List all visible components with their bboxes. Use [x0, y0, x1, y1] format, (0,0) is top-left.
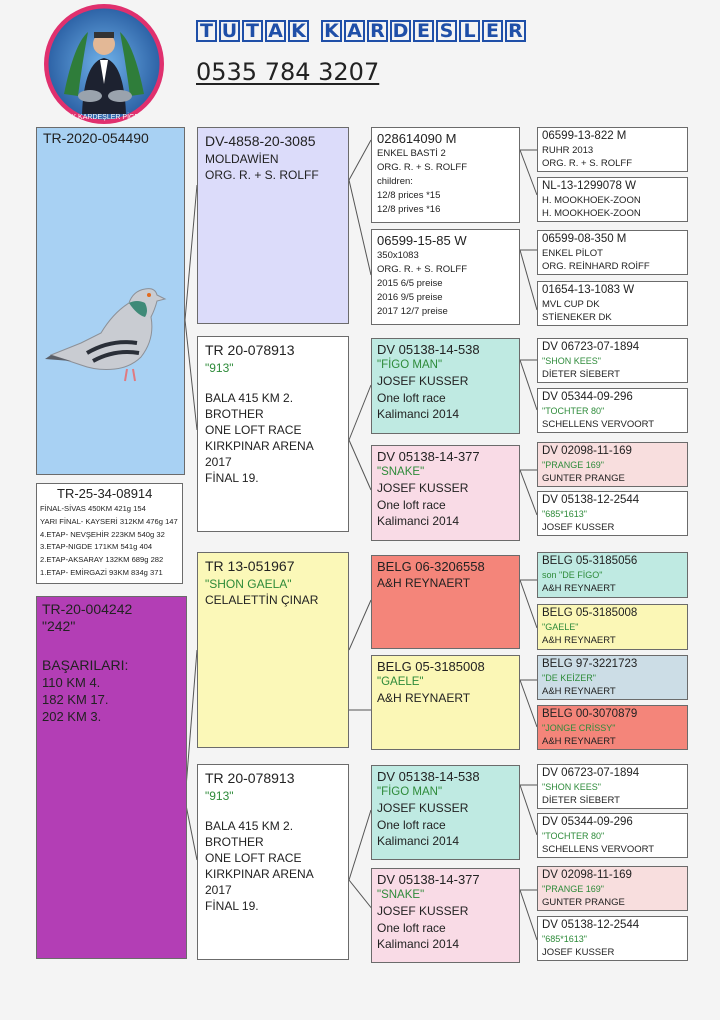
- gen2-line: One loft race: [377, 390, 446, 405]
- gen2-line: 2015 6/5 preise: [377, 278, 443, 289]
- gen1-info: BROTHER: [205, 407, 264, 421]
- gen3-name: "TOCHTER 80": [542, 831, 605, 841]
- gen2-ring: DV 05138-14-538: [377, 342, 480, 357]
- gen1-info: KIRKPINAR ARENA: [205, 867, 314, 881]
- gen3-card: [537, 655, 688, 700]
- subject-card: [36, 127, 185, 475]
- gen2-line: Kalimanci 2014: [377, 407, 460, 421]
- title-letter: A: [265, 20, 286, 42]
- gen2-ring: DV 05138-14-538: [377, 769, 480, 784]
- gen3-card: [537, 916, 688, 961]
- page-title: [196, 20, 526, 42]
- results-ring: TR-25-34-08914: [57, 486, 153, 501]
- gen2-card: [371, 555, 520, 649]
- gen1-ring: DV-4858-20-3085: [205, 133, 316, 149]
- gen1-info: 2017: [205, 883, 232, 897]
- gen3-ring: BELG 00-3070879: [542, 708, 638, 720]
- gen1-card: [197, 552, 349, 748]
- gen3-card: [537, 127, 688, 172]
- gen1-card: [197, 336, 349, 532]
- dam-card: [36, 596, 187, 959]
- gen3-line: SCHELLENS VERVOORT: [542, 843, 655, 855]
- gen2-line: JOSEF KUSSER: [377, 374, 469, 388]
- gen3-name: "PRANGE 169": [542, 460, 604, 470]
- gen2-ring: BELG 05-3185008: [377, 659, 485, 674]
- gen3-ring: DV 02098-11-169: [542, 445, 632, 457]
- title-letter: K: [321, 20, 342, 42]
- gen2-card: [371, 127, 520, 223]
- gen3-name: "JONGE CRİSSY": [542, 723, 616, 733]
- gen2-line: Kalimanci 2014: [377, 514, 460, 528]
- gen1-info: BALA 415 KM 2.: [205, 391, 294, 405]
- title-letter: T: [196, 20, 217, 42]
- gen1-card: [197, 127, 349, 324]
- gen3-card: [537, 552, 688, 598]
- gen3-ring: NL-13-1299078 W: [542, 180, 636, 192]
- gen2-name: "FİGO MAN": [377, 786, 443, 798]
- gen2-ring: DV 05138-14-377: [377, 449, 480, 464]
- gen3-card: [537, 604, 688, 650]
- gen3-line: RUHR 2013: [542, 145, 594, 156]
- gen3-card: [537, 705, 688, 750]
- gen2-line: 2017 12/7 preise: [377, 306, 448, 317]
- gen1-info: FİNAL 19.: [205, 899, 259, 913]
- gen1-name: "SHON GAELA": [205, 577, 292, 591]
- gen3-ring: DV 05138-12-2544: [542, 919, 640, 931]
- gen3-ring: DV 05344-09-296: [542, 816, 633, 828]
- title-letter: R: [367, 20, 388, 42]
- gen1-info: KIRKPINAR ARENA: [205, 439, 314, 453]
- gen3-ring: DV 06723-07-1894: [542, 341, 640, 353]
- title-letter: E: [413, 20, 434, 42]
- gen3-name: "PRANGE 169": [542, 884, 604, 894]
- gen3-ring: 06599-13-822 M: [542, 130, 627, 142]
- gen3-line: A&H REYNAERT: [542, 634, 616, 646]
- gen3-card: [537, 281, 688, 326]
- gen3-ring: 06599-08-350 M: [542, 233, 627, 245]
- gen2-ring: 06599-15-85 W: [377, 233, 467, 248]
- gen3-line: H. MOOKHOEK-ZOON: [542, 195, 641, 206]
- result-line: 4.ETAP- NEVŞEHİR 223KM 540g 32: [40, 529, 165, 539]
- gen1-info: ONE LOFT RACE: [205, 423, 302, 437]
- gen3-line: GUNTER PRANGE: [542, 472, 625, 484]
- gen3-name: "TOCHTER 80": [542, 406, 605, 416]
- gen3-line: DİETER SİEBERT: [542, 794, 620, 806]
- gen3-ring: 01654-13-1083 W: [542, 284, 635, 296]
- gen2-card: [371, 868, 520, 963]
- gen3-ring: BELG 97-3221723: [542, 658, 638, 670]
- gen2-ring: BELG 06-3206558: [377, 559, 485, 574]
- gen2-line: Kalimanci 2014: [377, 937, 460, 951]
- result-line: YARI FİNAL- KAYSERİ 312KM 476g 147: [40, 516, 178, 526]
- gen3-line: JOSEF KUSSER: [542, 521, 615, 533]
- gen1-card: [197, 764, 349, 960]
- gen2-name: "FİGO MAN": [377, 359, 443, 371]
- gen2-line: JOSEF KUSSER: [377, 481, 469, 495]
- gen2-card: [371, 445, 520, 541]
- gen3-ring: DV 05138-12-2544: [542, 494, 640, 506]
- gen1-info: ONE LOFT RACE: [205, 851, 302, 865]
- gen3-ring: BELG 05-3185056: [542, 555, 638, 567]
- gen2-line: children:: [377, 176, 413, 187]
- gen3-line: GUNTER PRANGE: [542, 896, 625, 908]
- gen3-card: [537, 388, 688, 433]
- gen3-name: "685*1613": [542, 934, 587, 944]
- gen2-line: ORG. R. + S. ROLFF: [377, 264, 467, 275]
- gen3-line: SCHELLENS VERVOORT: [542, 418, 655, 430]
- gen1-info: FİNAL 19.: [205, 471, 259, 485]
- result-line: 3.ETAP-NIGDE 171KM 541g 404: [40, 542, 153, 552]
- gen2-line: 350x1083: [377, 250, 419, 261]
- subject-ring: TR-2020-054490: [43, 130, 149, 146]
- gen3-name: "SHON KEES": [542, 356, 601, 366]
- gen2-ring: 028614090 M: [377, 131, 457, 146]
- dam-achievements: [42, 674, 132, 725]
- gen3-line: STİENEKER DK: [542, 312, 612, 323]
- gen3-card: [537, 866, 688, 911]
- gen2-line: One loft race: [377, 817, 446, 832]
- dam-achievements-title: BAŞARILARI:: [42, 657, 129, 674]
- gen1-line: ORG. R. + S. ROLFF: [205, 168, 319, 182]
- gen3-card: [537, 177, 688, 222]
- gen3-card: [537, 764, 688, 809]
- gen2-line: 12/8 prices *15: [377, 190, 441, 201]
- gen3-line: DİETER SİEBERT: [542, 368, 620, 380]
- results-list: [40, 503, 178, 580]
- title-letter: S: [436, 20, 457, 42]
- gen2-name: "SNAKE": [377, 466, 425, 478]
- gen3-card: [537, 442, 688, 487]
- title-letter: L: [459, 20, 480, 42]
- gen1-name: "913": [205, 361, 234, 375]
- logo-emblem-icon: [44, 4, 164, 124]
- gen2-line: JOSEF KUSSER: [377, 904, 469, 918]
- gen1-info: CELALETTİN ÇINAR: [205, 593, 319, 607]
- gen3-line: A&H REYNAERT: [542, 582, 616, 594]
- title-letter: D: [390, 20, 411, 42]
- title-letter: T: [242, 20, 263, 42]
- gen2-card: [371, 655, 520, 750]
- gen3-line: JOSEF KUSSER: [542, 946, 615, 958]
- gen3-name: "685*1613": [542, 509, 587, 519]
- result-line: 1.ETAP- EMİRGAZİ 93KM 834g 371: [40, 567, 163, 577]
- gen1-info: 2017: [205, 455, 232, 469]
- gen3-card: [537, 230, 688, 275]
- gen3-name: "DE KEİZER": [542, 673, 596, 683]
- phone-number: 0535 784 3207: [196, 58, 380, 86]
- gen2-line: One loft race: [377, 497, 446, 512]
- gen2-card: [371, 229, 520, 325]
- gen2-line: Kalimanci 2014: [377, 834, 460, 848]
- gen3-line: ENKEL PİLOT: [542, 248, 603, 259]
- pigeon-icon: [41, 273, 181, 393]
- dam-achievement: 202 KM 3.: [42, 709, 102, 725]
- gen2-line: One loft race: [377, 920, 446, 935]
- gen1-ring: TR 20-078913: [205, 342, 295, 358]
- gen3-line: H. MOOKHOEK-ZOON: [542, 208, 641, 219]
- logo: [44, 4, 164, 124]
- gen3-line: A&H REYNAERT: [542, 735, 616, 747]
- logo-text: TUTAK KARDEŞLER PİGEONS: [53, 114, 155, 121]
- gen3-line: ORG. R. + S. ROLFF: [542, 158, 632, 169]
- gen3-line: A&H REYNAERT: [542, 685, 616, 697]
- gen2-line: ORG. R. + S. ROLFF: [377, 162, 467, 173]
- gen1-ring: TR 13-051967: [205, 558, 295, 574]
- dam-achievement: 110 KM 4.: [42, 675, 101, 691]
- gen3-ring: BELG 05-3185008: [542, 607, 638, 619]
- gen3-card: [537, 338, 688, 383]
- dam-achievement: 182 KM 17.: [42, 692, 109, 708]
- gen1-info: BROTHER: [205, 835, 264, 849]
- gen3-ring: DV 05344-09-296: [542, 391, 633, 403]
- gen2-line: JOSEF KUSSER: [377, 801, 469, 815]
- gen3-line: ORG. REİNHARD ROİFF: [542, 261, 650, 272]
- gen2-line: 2016 9/5 preise: [377, 292, 443, 303]
- results-card: [36, 483, 183, 584]
- title-gap: [311, 20, 319, 42]
- gen3-name: "SHON KEES": [542, 782, 601, 792]
- title-letter: U: [219, 20, 240, 42]
- gen2-line: A&H REYNAERT: [377, 691, 471, 705]
- result-line: FİNAL-SİVAS 450KM 421g 154: [40, 504, 146, 513]
- gen3-ring: DV 02098-11-169: [542, 869, 632, 881]
- gen3-card: [537, 813, 688, 858]
- gen2-name: "SNAKE": [377, 889, 425, 901]
- title-letter: R: [505, 20, 526, 42]
- gen2-line: ENKEL BASTİ 2: [377, 148, 446, 159]
- gen1-line: MOLDAWİEN: [205, 152, 279, 166]
- title-letter: K: [288, 20, 309, 42]
- gen2-line: A&H REYNAERT: [377, 576, 471, 590]
- gen1-ring: TR 20-078913: [205, 770, 295, 786]
- gen3-ring: DV 06723-07-1894: [542, 767, 640, 779]
- gen2-line: 12/8 prives *16: [377, 204, 441, 215]
- gen3-card: [537, 491, 688, 536]
- dam-ring: TR-20-004242: [42, 601, 133, 617]
- dam-name: "242": [42, 618, 76, 635]
- gen1-info: BALA 415 KM 2.: [205, 819, 294, 833]
- gen3-name: "GAELE": [542, 622, 579, 632]
- gen2-card: [371, 765, 520, 860]
- gen2-name: "GAELE": [377, 676, 424, 688]
- gen2-ring: DV 05138-14-377: [377, 872, 480, 887]
- gen3-name: son "DE FİGO": [542, 570, 603, 580]
- title-letter: E: [482, 20, 503, 42]
- gen2-card: [371, 338, 520, 434]
- gen1-name: "913": [205, 789, 234, 803]
- title-letter: A: [344, 20, 365, 42]
- gen3-line: MVL CUP DK: [542, 299, 600, 310]
- result-line: 2.ETAP-AKSARAY 132KM 689g 282: [40, 555, 164, 565]
